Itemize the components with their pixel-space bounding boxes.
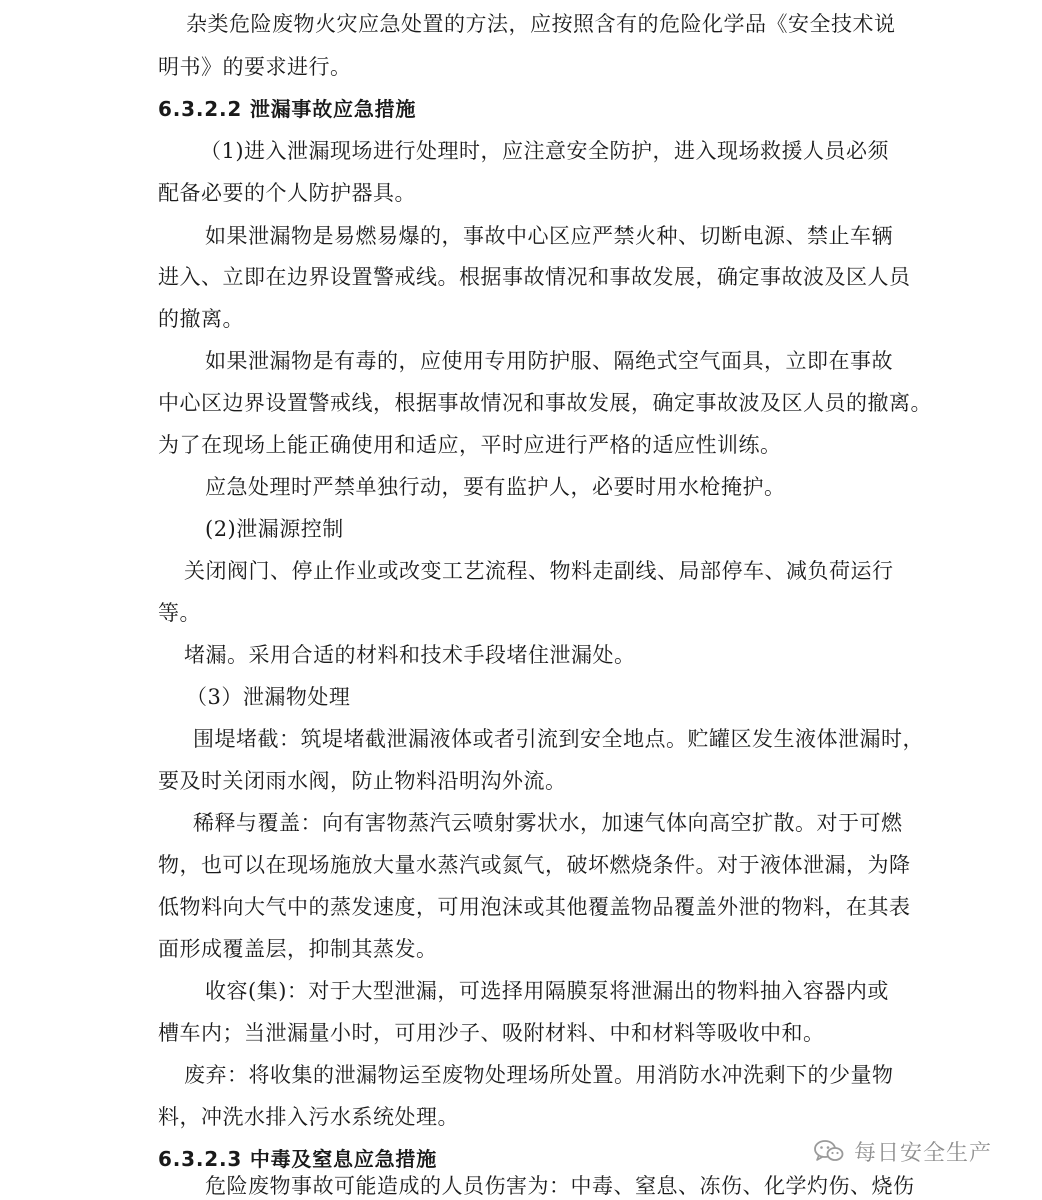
paragraph-line: 为了在现场上能正确使用和适应，平时应进行严格的适应性训练。 <box>158 433 782 457</box>
paragraph-line: 中心区边界设置警戒线，根据事故情况和事故发展，确定事故波及区人员的撤离。 <box>158 391 932 415</box>
paragraph-line: 关闭阀门、停止作业或改变工艺流程、物料走副线、局部停车、减负荷运行 <box>184 559 894 583</box>
paragraph-line: 危险废物事故可能造成的人员伤害为：中毒、窒息、冻伤、化学灼伤、烧伤 <box>205 1174 915 1198</box>
watermark-text: 每日安全生产 <box>854 1140 993 1166</box>
section-heading: 6.3.2.2 泄漏事故应急措施 <box>158 97 417 121</box>
paragraph-line: 围堤堵截：筑堤堵截泄漏液体或者引流到安全地点。贮罐区发生液体泄漏时， <box>193 727 924 751</box>
wechat-icon <box>814 1139 844 1163</box>
subsection-label: (2)泄漏源控制 <box>205 517 344 541</box>
paragraph-line: 要及时关闭雨水阀，防止物料沿明沟外流。 <box>158 769 567 793</box>
subsection-label: （3）泄漏物处理 <box>186 685 351 709</box>
paragraph-line: 应急处理时严禁单独行动，要有监护人，必要时用水枪掩护。 <box>205 475 786 499</box>
paragraph-line: 堵漏。采用合适的材料和技术手段堵住泄漏处。 <box>184 643 636 667</box>
section-heading: 6.3.2.3 中毒及窒息应急措施 <box>158 1147 438 1171</box>
paragraph-line: 杂类危险废物火灾应急处置的方法，应按照含有的危险化学品《安全技术说 <box>186 12 896 36</box>
paragraph-line: 废弃：将收集的泄漏物运至废物处理场所处置。用消防水冲洗剩下的少量物 <box>184 1063 894 1087</box>
paragraph-line: 配备必要的个人防护器具。 <box>158 181 416 205</box>
paragraph-line: 的撤离。 <box>158 307 244 331</box>
paragraph-line: 如果泄漏物是易燃易爆的，事故中心区应严禁火种、切断电源、禁止车辆 <box>205 224 893 248</box>
paragraph-line: 槽车内；当泄漏量小时，可用沙子、吸附材料、中和材料等吸收中和。 <box>158 1021 825 1045</box>
paragraph-line: 面形成覆盖层，抑制其蒸发。 <box>158 937 438 961</box>
paragraph-line: 物，也可以在现场施放大量水蒸汽或氮气，破坏燃烧条件。对于液体泄漏，为降 <box>158 853 911 877</box>
paragraph-line: （1)进入泄漏现场进行处理时，应注意安全防护，进入现场救援人员必须 <box>200 139 890 163</box>
paragraph-line: 进入、立即在边界设置警戒线。根据事故情况和事故发展，确定事故波及区人员 <box>158 265 911 289</box>
watermark <box>814 1134 992 1168</box>
paragraph-line: 收容(集)：对于大型泄漏，可选择用隔膜泵将泄漏出的物料抽入容器内或 <box>205 979 889 1003</box>
paragraph-line: 等。 <box>158 601 201 625</box>
paragraph-line: 料，冲洗水排入污水系统处理。 <box>158 1105 459 1129</box>
paragraph-line: 明书》的要求进行。 <box>158 55 352 79</box>
paragraph-line: 如果泄漏物是有毒的，应使用专用防护服、隔绝式空气面具，立即在事故 <box>205 349 893 373</box>
paragraph-line: 低物料向大气中的蒸发速度，可用泡沫或其他覆盖物品覆盖外泄的物料，在其表 <box>158 895 911 919</box>
paragraph-line: 稀释与覆盖：向有害物蒸汽云喷射雾状水，加速气体向高空扩散。对于可燃 <box>193 811 903 835</box>
